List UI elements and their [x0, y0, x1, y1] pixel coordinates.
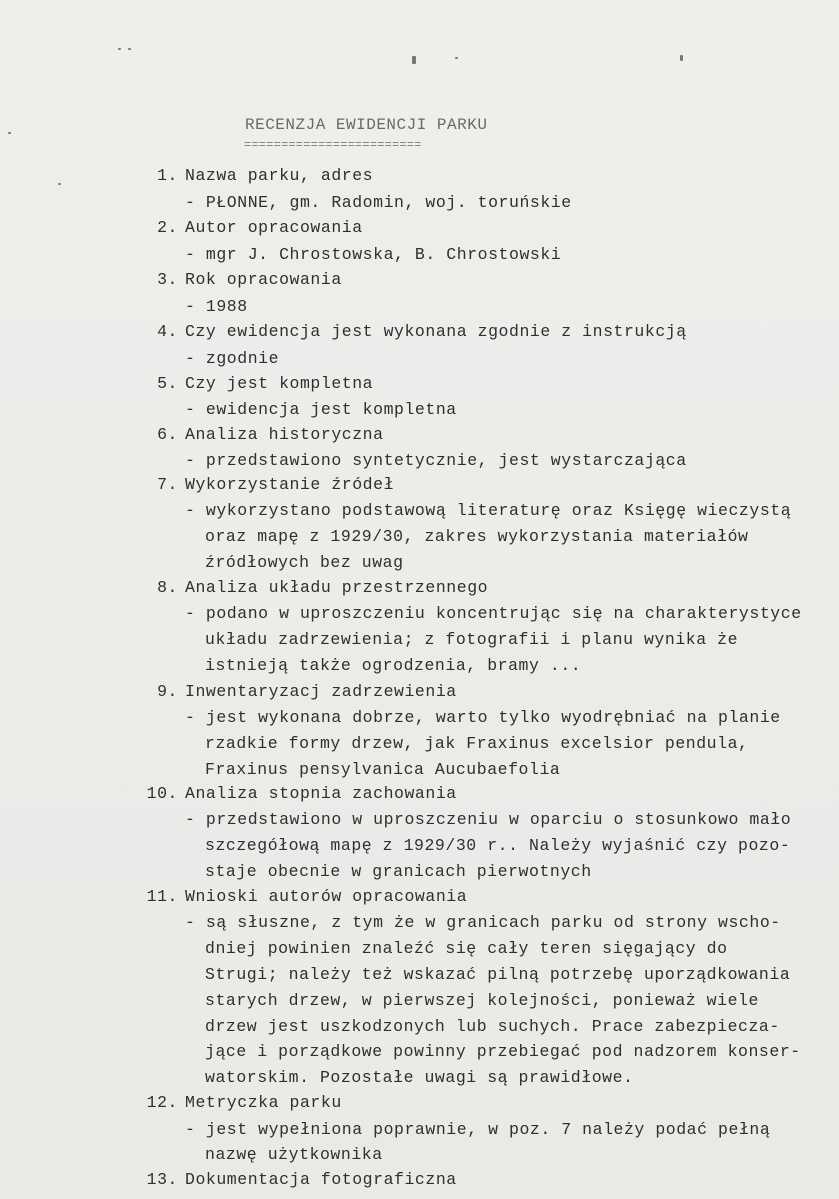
list-item-heading: Dokumentacja fotograficzna	[185, 1170, 457, 1189]
list-item-body-line: - przedstawiono w uproszczeniu w oparciu o stosunkowo mało	[185, 810, 792, 829]
list-item-body-line: Fraxinus pensylvanica Aucubaefolia	[205, 760, 561, 779]
list-item-number: 12.	[146, 1093, 178, 1112]
list-item-number: 3.	[157, 270, 178, 289]
list-item-number: 4.	[157, 322, 178, 341]
list-item-number: 7.	[157, 475, 178, 494]
list-item-number: 2.	[157, 218, 178, 237]
list-item-number: 9.	[157, 682, 178, 701]
list-item-body-line: watorskim. Pozostałe uwagi są prawidłowe.	[205, 1068, 634, 1087]
scan-speck	[412, 56, 416, 64]
list-item-body-line: źródłowych bez uwag	[205, 553, 404, 572]
list-item-body-line: - są słuszne, z tym że w granicach parku od strony wscho-	[185, 913, 781, 932]
document-title: RECENZJA EWIDENCJI PARKU	[245, 116, 488, 134]
scan-speck	[128, 48, 131, 50]
list-item-heading: Analiza układu przestrzennego	[185, 578, 489, 597]
list-item-number: 8.	[157, 578, 178, 597]
list-item-body-line: układu zadrzewienia; z fotografii i planu wynika że	[205, 630, 739, 649]
list-item-heading: Nazwa parku, adres	[185, 166, 374, 185]
list-item-number: 6.	[157, 425, 178, 444]
list-item-heading: Autor opracowania	[185, 218, 363, 237]
list-item-body-line: Strugi; należy też wskazać pilną potrzebę uporządkowania	[205, 965, 791, 984]
list-item-body-line: - jest wykonana dobrze, warto tylko wyodrębniać na planie	[185, 708, 781, 727]
list-item-body-line: nazwę użytkownika	[205, 1145, 383, 1164]
list-item-number: 10.	[146, 784, 178, 803]
list-item-number: 11.	[146, 887, 178, 906]
scan-speck	[680, 55, 683, 61]
list-item-number: 13.	[146, 1170, 178, 1189]
list-item-body-line: rzadkie formy drzew, jak Fraxinus excelsior pendula,	[205, 734, 749, 753]
list-item-body-line: starych drzew, w pierwszej kolejności, ponieważ wiele	[205, 991, 759, 1010]
list-item-body-line: drzew jest uszkodzonych lub suchych. Prace zabezpiecza-	[205, 1017, 780, 1036]
list-item-body-line: staje obecnie w granicach pierwotnych	[205, 862, 592, 881]
list-item-body-line: - przedstawiono syntetycznie, jest wystarczająca	[185, 451, 687, 470]
scan-speck	[58, 183, 61, 185]
list-item-number: 1.	[157, 166, 178, 185]
list-item-body-line: - podano w uproszczeniu koncentrując się na charakterystyce	[185, 604, 802, 623]
scan-speck	[455, 57, 458, 59]
list-item-body-line: - zgodnie	[185, 349, 280, 368]
list-item-body-line: - jest wypełniona poprawnie, w poz. 7 należy podać pełną	[185, 1120, 771, 1139]
list-item-body-line: - PŁONNE, gm. Radomin, woj. toruńskie	[185, 193, 572, 212]
list-item-heading: Wnioski autorów opracowania	[185, 887, 468, 906]
list-item-body-line: oraz mapę z 1929/30, zakres wykorzystania materiałów	[205, 527, 749, 546]
list-item-body-line: dniej powinien znaleźć się cały teren sięgający do	[205, 939, 728, 958]
list-item-body-line: - ewidencja jest kompletna	[185, 400, 457, 419]
list-item-heading: Analiza stopnia zachowania	[185, 784, 457, 803]
list-item-body-line: - mgr J. Chrostowska, B. Chrostowski	[185, 245, 562, 264]
list-item-heading: Analiza historyczna	[185, 425, 384, 444]
scan-speck	[118, 48, 121, 50]
list-item-heading: Wykorzystanie źródeł	[185, 475, 395, 494]
scan-speck	[8, 132, 11, 134]
list-item-heading: Inwentaryzacj zadrzewienia	[185, 682, 457, 701]
list-item-body-line: - wykorzystano podstawową literaturę oraz Księgę wieczystą	[185, 501, 792, 520]
list-item-heading: Rok opracowania	[185, 270, 342, 289]
list-item-body-line: jące i porządkowe powinny przebiegać pod nadzorem konser-	[205, 1042, 801, 1061]
list-item-heading: Metryczka parku	[185, 1093, 342, 1112]
list-item-body-line: - 1988	[185, 297, 248, 316]
list-item-number: 5.	[157, 374, 178, 393]
title-underline: ========================	[244, 138, 422, 152]
list-item-body-line: istnieją także ogrodzenia, bramy ...	[205, 656, 582, 675]
list-item-heading: Czy ewidencja jest wykonana zgodnie z instrukcją	[185, 322, 687, 341]
list-item-heading: Czy jest kompletna	[185, 374, 374, 393]
list-item-body-line: szczegółową mapę z 1929/30 r.. Należy wyjaśnić czy pozo-	[205, 836, 791, 855]
